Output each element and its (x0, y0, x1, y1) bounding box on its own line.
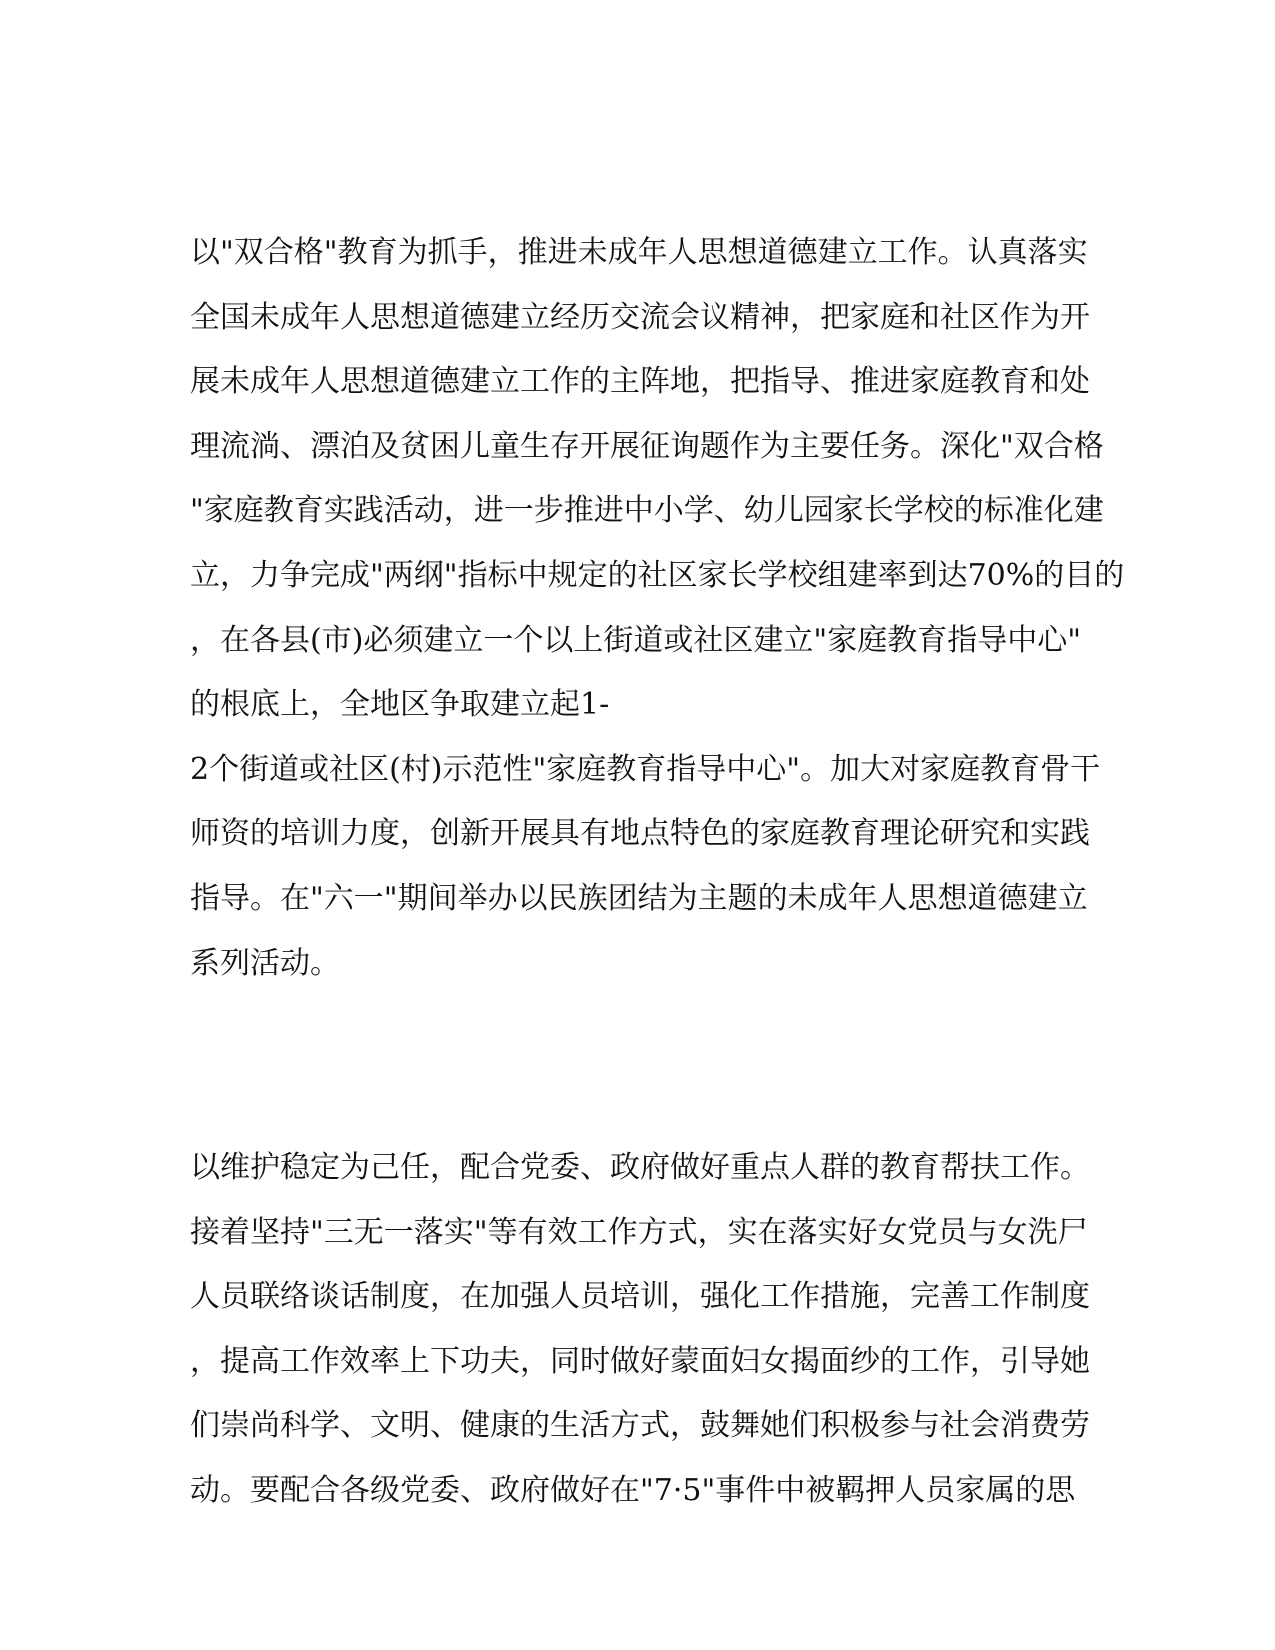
text-line: 以"双合格"教育为抓手，推进未成年人思想道德建立工作。认真落实 (190, 235, 1088, 270)
paragraph-2 (190, 1136, 1090, 1524)
text-line: 接着坚持"三无一落实"等有效工作方式，实在落实好女党员与女洗尸 (190, 1214, 1088, 1250)
text-line: 立，力争完成"两纲"指标中规定的社区家长学校组建率到达70%的目的 (190, 557, 1125, 593)
text-line: 理流淌、漂泊及贫困儿童生存开展征询题作为主要任务。深化"双合格 (190, 428, 1104, 464)
text-line: 们崇尚科学、文明、健康的生活方式，鼓舞她们积极参与社会消费劳 (190, 1408, 1090, 1444)
text-line: 的根底上，全地区争取建立起1- (190, 687, 610, 723)
text-line: ，提高工作效率上下功夫，同时做好蒙面妇女揭面纱的工作，引导她 (190, 1343, 1090, 1379)
text-line: ，在各县(市)必须建立一个以上街道或社区建立"家庭教育指导中心" (190, 622, 1082, 658)
text-line: 系列活动。 (190, 945, 340, 981)
text-line: "家庭教育实践活动，进一步推进中小学、幼儿园家长学校的标准化建 (190, 493, 1104, 529)
text-line: 全国未成年人思想道德建立经历交流会议精神，把家庭和社区作为开 (190, 299, 1090, 335)
text-line: 师资的培训力度，创新开展具有地点特色的家庭教育理论研究和实践 (190, 816, 1090, 852)
text-line: 指导。在"六一"期间举办以民族团结为主题的未成年人思想道德建立 (190, 880, 1088, 916)
text-line: 人员联络谈话制度，在加强人员培训，强化工作措施，完善工作制度 (190, 1279, 1090, 1315)
paragraph-1 (190, 221, 1125, 996)
text-line: 2个街道或社区(村)示范性"家庭教育指导中心"。加大对家庭教育骨干 (190, 751, 1101, 787)
text-line: 以维护稳定为己任，配合党委、政府做好重点人群的教育帮扶工作。 (190, 1150, 1090, 1185)
text-line: 动。要配合各级党委、政府做好在"7·5"事件中被羁押人员家属的思 (190, 1472, 1076, 1508)
text-line: 展未成年人思想道德建立工作的主阵地，把指导、推进家庭教育和处 (190, 364, 1090, 400)
